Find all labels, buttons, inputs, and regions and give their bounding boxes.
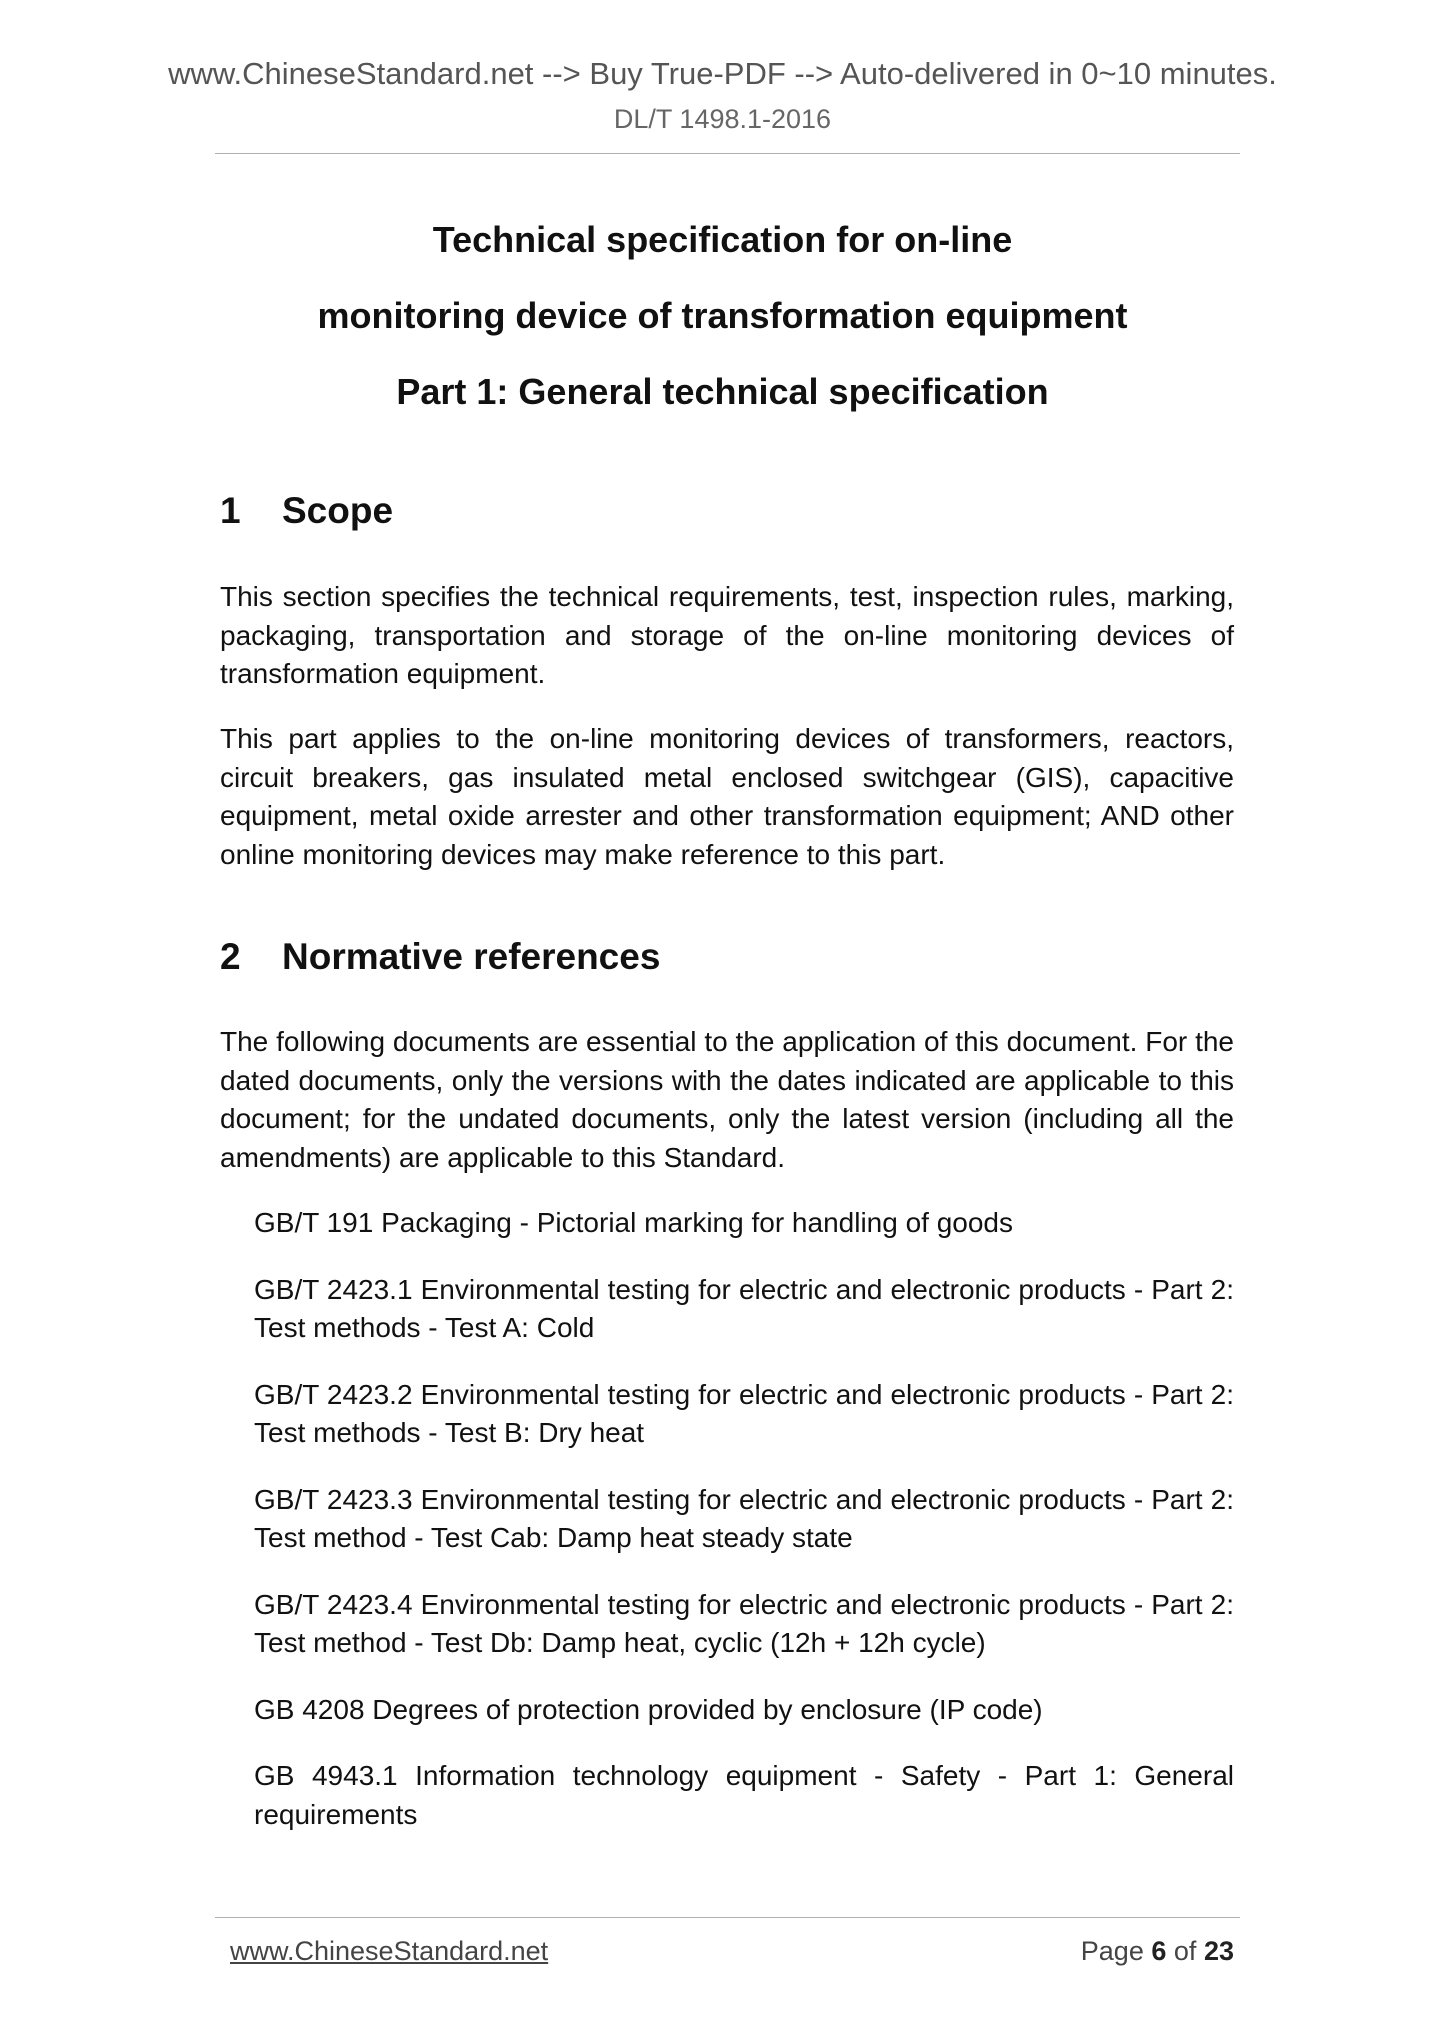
normative-references-intro: The following documents are essential to the application of this document. For the dated documents, only the versions with the dates indicated are applicable to this document; for the undated documents, only the latest version (including all the amendments) are applicable to this Standard. xyxy=(220,1026,1234,1173)
reference-list xyxy=(254,1204,1234,1862)
header-banner: www.ChineseStandard.net --> Buy True-PDF --> Auto-delivered in 0~10 minutes. xyxy=(168,56,1277,91)
reference-item: GB/T 2423.2 Environmental testing for electric and electronic products - Part 2: Test methods - Test B: Dry heat xyxy=(254,1378,1234,1448)
section-heading-scope xyxy=(220,492,393,529)
reference-item: GB/T 191 Packaging - Pictorial marking for handling of goods xyxy=(254,1207,1014,1238)
document-title-line-3: Part 1: General technical specification xyxy=(396,371,1049,412)
footer-site-link[interactable]: www.ChineseStandard.net xyxy=(230,1936,549,1966)
section-title: Normative references xyxy=(282,936,661,977)
reference-item: GB/T 2423.4 Environmental testing for electric and electronic products - Part 2: Test method - Test Db: Damp heat, cyclic (12h + 12h cycle) xyxy=(254,1588,1234,1658)
scope-paragraph-2: This part applies to the on-line monitoring devices of transformers, reactors, circuit breakers, gas insulated metal enclosed switchgear (GIS), capacitive equipment, metal oxide arrester and other transformation equipment; AND other online monitoring devices may make reference to this part. xyxy=(220,723,1234,870)
page-current: 6 xyxy=(1151,1936,1167,1966)
section-heading-normative-references xyxy=(220,938,660,975)
header-divider xyxy=(215,153,1240,154)
section-title: Scope xyxy=(282,490,394,531)
page-total: 23 xyxy=(1203,1936,1234,1966)
document-title-line-1: Technical specification for on-line xyxy=(432,219,1013,260)
section-number: 2 xyxy=(220,936,241,977)
page-of-label: of xyxy=(1173,1936,1197,1966)
section-number: 1 xyxy=(220,490,241,531)
reference-item: GB/T 2423.3 Environmental testing for electric and electronic products - Part 2: Test method - Test Cab: Damp heat steady state xyxy=(254,1483,1234,1553)
document-title-line-2: monitoring device of transformation equipment xyxy=(317,295,1128,336)
page-label: Page xyxy=(1080,1936,1144,1966)
reference-item: GB/T 2423.1 Environmental testing for electric and electronic products - Part 2: Test methods - Test A: Cold xyxy=(254,1273,1234,1343)
reference-item: GB 4208 Degrees of protection provided by enclosure (IP code) xyxy=(254,1693,1043,1725)
scope-paragraph-1: This section specifies the technical requirements, test, inspection rules, marking, packaging, transportation and storage of the on-line monitoring devices of transformation equipment. xyxy=(220,581,1234,689)
page-number xyxy=(1081,1938,1234,1965)
standard-id: DL/T 1498.1-2016 xyxy=(613,104,832,134)
reference-item: GB 4943.1 Information technology equipment - Safety - Part 1: General requirements xyxy=(254,1760,1234,1830)
footer-divider xyxy=(215,1917,1240,1918)
